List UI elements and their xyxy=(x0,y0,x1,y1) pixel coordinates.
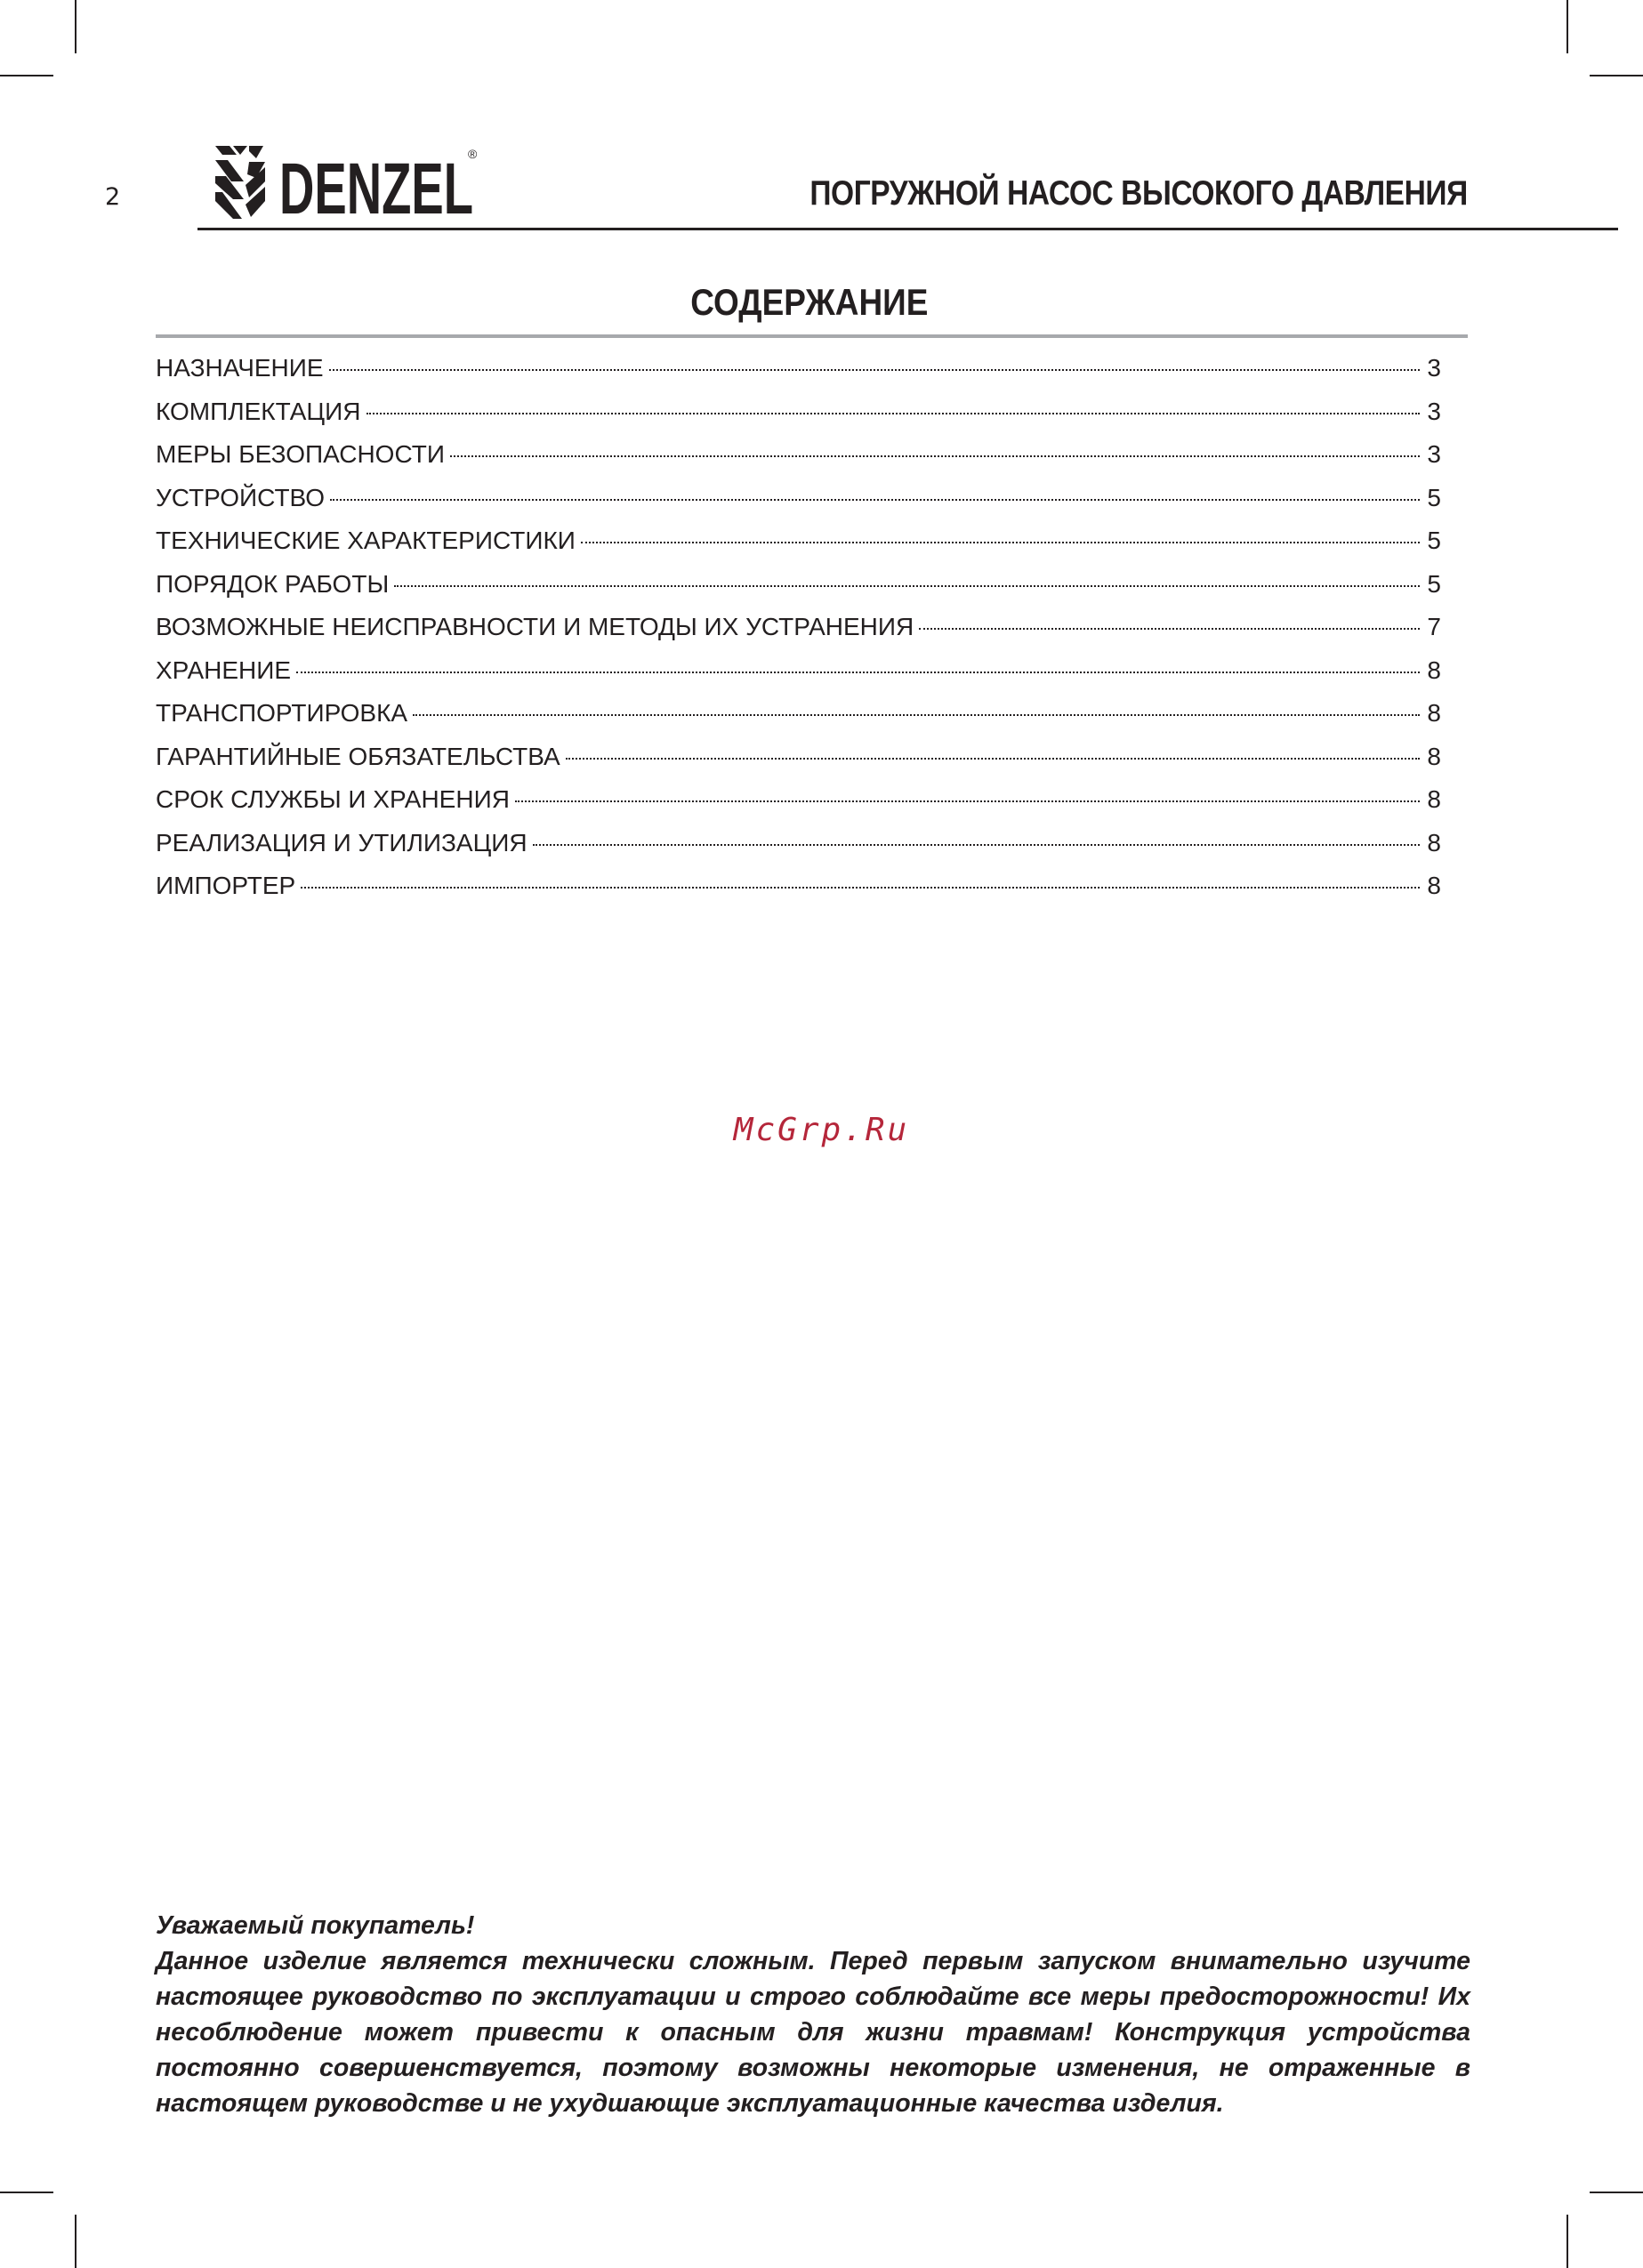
toc-rule xyxy=(156,334,1468,338)
toc-entry-label: ТРАНСПОРТИРОВКА xyxy=(156,699,408,727)
toc-dot-leader xyxy=(394,585,1420,587)
toc-dot-leader xyxy=(330,499,1420,501)
toc-entry-label: ГАРАНТИЙНЫЕ ОБЯЗАТЕЛЬСТВА xyxy=(156,742,560,770)
table-of-contents xyxy=(156,354,1441,915)
toc-entry-label: ПОРЯДОК РАБОТЫ xyxy=(156,569,390,598)
toc-entry-page: 3 xyxy=(1427,397,1441,425)
toc-entry-page: 8 xyxy=(1427,655,1441,684)
toc-entry-disposal[interactable] xyxy=(156,829,1441,873)
toc-entry-label: КОМПЛЕКТАЦИЯ xyxy=(156,397,361,425)
crop-mark-bottom-left-v xyxy=(75,2215,77,2268)
toc-entry-operation[interactable] xyxy=(156,570,1441,614)
toc-entry-page: 8 xyxy=(1427,742,1441,770)
toc-entry-safety[interactable] xyxy=(156,440,1441,484)
notice-body: Данное изделие является технически сложным. Перед первым запуском внимательно изучите настоящее руководство по эксплуатации и строго соблюдайте все меры предосторожности! Их несоблюдение может привести к опасным для жизни травмам! Конструкция устройства постоянно совершенствуется, поэтому возможны некоторые изменения, не отраженные в настоящем руководстве и не ухудшающие эксплуатационные качества изделия. xyxy=(156,1947,1470,2118)
toc-entry-label: ВОЗМОЖНЫЕ НЕИСПРАВНОСТИ И МЕТОДЫ ИХ УСТРАНЕНИЯ xyxy=(156,613,914,640)
toc-entry-service-life[interactable] xyxy=(156,785,1441,829)
toc-entry-page: 8 xyxy=(1427,785,1441,813)
toc-dot-leader xyxy=(413,714,1420,716)
toc-entry-label: УСТРОЙСТВО xyxy=(156,483,326,511)
notice-greeting: Уважаемый покупатель! xyxy=(156,1911,475,1940)
toc-dot-leader xyxy=(515,800,1420,802)
toc-entry-label: НАЗНАЧЕНИЕ xyxy=(156,354,324,382)
toc-entry-label: МЕРЫ БЕЗОПАСНОСТИ xyxy=(156,440,445,468)
toc-entry-label: ТЕХНИЧЕСКИЕ ХАРАКТЕРИСТИКИ xyxy=(156,527,576,554)
toc-entry-page: 5 xyxy=(1427,527,1441,554)
toc-entry-package-contents[interactable] xyxy=(156,398,1441,441)
crop-mark-bottom-right-v xyxy=(1566,2215,1568,2268)
toc-dot-leader xyxy=(366,413,1421,414)
crop-mark-top-left-h xyxy=(0,75,53,76)
toc-entry-page: 8 xyxy=(1427,828,1441,857)
page-number: 2 xyxy=(105,183,121,211)
toc-entry-page: 8 xyxy=(1427,872,1441,899)
toc-entry-page: 8 xyxy=(1427,699,1441,727)
toc-entry-warranty[interactable] xyxy=(156,743,1441,786)
toc-dot-leader xyxy=(296,672,1420,673)
toc-entry-page: 3 xyxy=(1427,354,1441,382)
toc-dot-leader xyxy=(533,844,1420,846)
toc-entry-importer[interactable] xyxy=(156,872,1441,915)
toc-entry-label: ХРАНЕНИЕ xyxy=(156,655,292,684)
toc-entry-page: 7 xyxy=(1427,613,1441,640)
registered-mark: ® xyxy=(468,147,478,161)
buyer-notice xyxy=(156,1908,1470,2121)
header-rule xyxy=(197,228,1618,230)
toc-entry-page: 5 xyxy=(1427,569,1441,598)
crop-mark-top-right-v xyxy=(1566,0,1568,53)
crop-mark-top-left-v xyxy=(75,0,77,53)
crop-mark-bottom-right-h xyxy=(1590,2192,1643,2193)
toc-entry-page: 3 xyxy=(1427,440,1441,468)
denzel-emblem-icon xyxy=(215,146,265,219)
toc-dot-leader xyxy=(450,455,1420,457)
toc-entry-specifications[interactable] xyxy=(156,527,1441,570)
toc-title xyxy=(0,281,1619,324)
toc-entry-label: СРОК СЛУЖБЫ И ХРАНЕНИЯ xyxy=(156,785,510,813)
toc-entry-device[interactable] xyxy=(156,484,1441,527)
toc-entry-label: РЕАЛИЗАЦИЯ И УТИЛИЗАЦИЯ xyxy=(156,828,528,857)
toc-title-text: СОДЕРЖАНИЕ xyxy=(690,281,929,323)
toc-entry-page: 5 xyxy=(1427,483,1441,511)
toc-dot-leader xyxy=(329,369,1420,371)
toc-entry-storage[interactable] xyxy=(156,656,1441,700)
toc-entry-label: ИМПОРТЕР xyxy=(156,872,296,899)
brand-name: DENZEL xyxy=(279,149,473,222)
watermark: McGrp.Ru xyxy=(733,1112,910,1148)
denzel-logo xyxy=(213,142,480,222)
toc-dot-leader xyxy=(566,758,1420,760)
toc-entry-purpose[interactable] xyxy=(156,354,1441,398)
toc-entry-troubleshooting[interactable] xyxy=(156,613,1441,656)
toc-entry-transportation[interactable] xyxy=(156,699,1441,743)
crop-mark-top-right-h xyxy=(1590,75,1643,76)
toc-dot-leader xyxy=(919,628,1420,630)
crop-mark-bottom-left-h xyxy=(0,2192,53,2193)
toc-dot-leader xyxy=(301,887,1420,889)
document-title: ПОГРУЖНОЙ НАСОС ВЫСОКОГО ДАВЛЕНИЯ xyxy=(809,174,1468,213)
toc-dot-leader xyxy=(581,542,1420,543)
